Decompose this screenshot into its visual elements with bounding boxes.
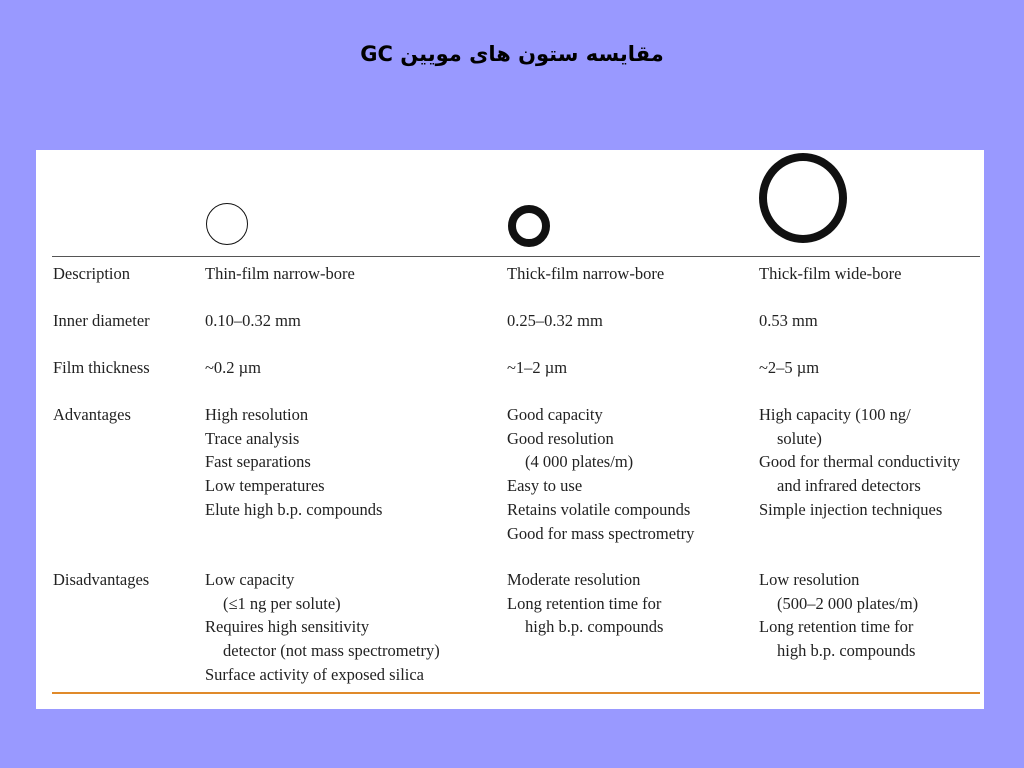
cell-line: ~0.2 µm xyxy=(205,358,262,377)
cell-line: high b.p. compounds xyxy=(525,617,664,637)
cell-line: Fast separations xyxy=(205,452,311,472)
cell-line: and infrared detectors xyxy=(777,476,921,496)
cell-line: Good resolution xyxy=(507,428,614,448)
cell-line: Requires high sensitivity xyxy=(205,617,370,637)
cell-description-thin-narrow xyxy=(205,262,355,286)
cell-line: Good capacity xyxy=(507,405,603,424)
cell-line: Long retention time for xyxy=(759,617,914,637)
cell-line: (≤1 ng per solute) xyxy=(223,593,341,613)
header-divider xyxy=(52,256,980,257)
cell-advantages-thick-wide xyxy=(759,403,960,522)
cell-line: high b.p. compounds xyxy=(777,641,916,661)
cell-advantages-thick-narrow xyxy=(507,403,694,545)
footer-divider xyxy=(52,692,980,694)
cell-line: Trace analysis xyxy=(205,428,300,448)
cell-line: ~2–5 µm xyxy=(759,358,820,377)
cell-line: Good for thermal conductivity xyxy=(759,452,961,472)
cell-advantages-thin-narrow xyxy=(205,403,382,522)
row-label-description: Description xyxy=(53,264,130,283)
cell-disadvantages-thick-narrow xyxy=(507,568,663,639)
cell-inner-diameter-thick-narrow xyxy=(507,309,603,333)
cell-line: 0.10–0.32 mm xyxy=(205,311,301,330)
row-label-disadvantages: Disadvantages xyxy=(53,570,150,589)
cell-line: Good for mass spectrometry xyxy=(507,523,695,543)
cell-line: 0.53 mm xyxy=(759,311,818,330)
cell-line: Retains volatile compounds xyxy=(507,499,691,519)
cell-line: Thin-film narrow-bore xyxy=(205,264,355,283)
cell-line: solute) xyxy=(777,428,822,448)
cell-line: ~1–2 µm xyxy=(507,358,568,377)
cell-line: (4 000 plates/m) xyxy=(525,452,634,472)
cell-line: Long retention time for xyxy=(507,593,662,613)
cell-line: detector (not mass spectrometry) xyxy=(223,641,440,661)
cell-line: 0.25–0.32 mm xyxy=(507,311,603,330)
cell-line: Low capacity xyxy=(205,570,295,589)
thick-film-wide-bore-icon xyxy=(759,153,847,243)
row-label-advantages: Advantages xyxy=(53,405,131,424)
cell-line: Low temperatures xyxy=(205,476,325,496)
thick-film-narrow-bore-icon xyxy=(508,205,550,247)
thin-film-narrow-bore-icon xyxy=(206,203,248,245)
cell-line: Surface activity of exposed silica xyxy=(205,664,425,684)
cell-disadvantages-thin-narrow xyxy=(205,568,440,687)
cell-line: (500–2 000 plates/m) xyxy=(777,593,919,613)
cell-disadvantages-thick-wide xyxy=(759,568,918,663)
slide-title: مقایسه ستون های مویین GC xyxy=(360,42,664,66)
cell-inner-diameter-thick-wide xyxy=(759,309,818,333)
cell-line: Low resolution xyxy=(759,570,860,589)
comparison-table xyxy=(36,150,984,709)
cell-line: Thick-film wide-bore xyxy=(759,264,902,283)
cell-description-thick-wide xyxy=(759,262,902,286)
cell-line: High capacity (100 ng/ xyxy=(759,405,911,424)
cell-line: Thick-film narrow-bore xyxy=(507,264,665,283)
cell-inner-diameter-thin-narrow xyxy=(205,309,301,333)
cell-line: Elute high b.p. compounds xyxy=(205,499,383,519)
cell-line: High resolution xyxy=(205,405,309,424)
row-label-inner-diameter: Inner diameter xyxy=(53,311,150,330)
cell-line: Easy to use xyxy=(507,476,583,496)
row-label-film-thickness: Film thickness xyxy=(53,358,150,377)
cell-description-thick-narrow xyxy=(507,262,664,286)
cell-film-thickness-thick-wide xyxy=(759,356,819,380)
cell-film-thickness-thick-narrow xyxy=(507,356,567,380)
cell-line: Moderate resolution xyxy=(507,570,641,589)
cell-line: Simple injection techniques xyxy=(759,499,943,519)
cell-film-thickness-thin-narrow xyxy=(205,356,261,380)
